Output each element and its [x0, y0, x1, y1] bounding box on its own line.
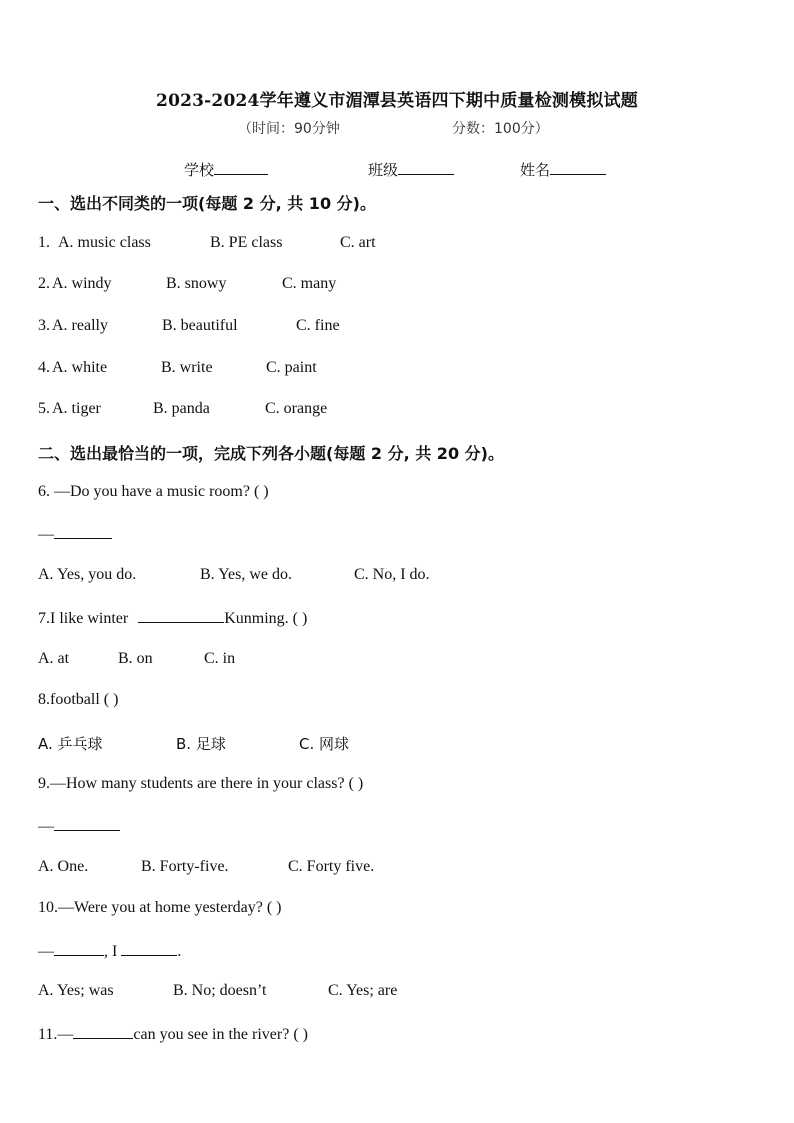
q1-option-c[interactable]: C. art [340, 234, 376, 251]
q8-option-a[interactable]: A. 乒乓球 [38, 735, 103, 753]
q3-option-c[interactable]: C. fine [296, 317, 340, 334]
exam-score: 分数：100分） [452, 121, 549, 137]
q9-reply [38, 816, 120, 836]
q8-option-c[interactable]: C. 网球 [299, 735, 350, 753]
section-2-heading: 二、选出最恰当的一项，完成下列各小题(每题 2 分, 共 20 分)。 [38, 444, 504, 463]
q8-stem: 8.football ( ) [38, 691, 119, 708]
q11-answer-blank[interactable] [73, 1024, 133, 1039]
q4-number: 4. [38, 359, 50, 376]
school-label: 学校 [184, 161, 215, 179]
q9-option-a[interactable]: A. One. [38, 858, 89, 875]
q10-option-a[interactable]: A. Yes; was [38, 982, 114, 999]
q8-option-b[interactable]: B. 足球 [176, 735, 226, 753]
q5-option-b[interactable]: B. panda [153, 400, 210, 417]
q3-number: 3. [38, 317, 50, 334]
q7-stem [38, 608, 307, 628]
q7-option-a[interactable]: A. at [38, 650, 70, 667]
q6-reply [38, 524, 112, 544]
q7-option-c[interactable]: C. in [204, 650, 236, 667]
q9-option-b[interactable]: B. Forty-five. [141, 858, 229, 875]
q11-stem-start: 11.— [38, 1026, 74, 1043]
q1-option-b[interactable]: B. PE class [210, 234, 283, 251]
q11-stem-end: can you see in the river? ( ) [133, 1026, 308, 1043]
q6-stem: 6. —Do you have a music room? ( ) [38, 483, 269, 500]
q3-option-b[interactable]: B. beautiful [162, 317, 238, 334]
q6-answer-blank[interactable] [54, 524, 112, 539]
q11-stem [38, 1024, 308, 1044]
q7-option-b[interactable]: B. on [118, 650, 153, 667]
exam-time: （时间：90分钟 [238, 121, 340, 137]
q7-stem-end: Kunming. ( ) [224, 610, 308, 627]
q9-stem: 9.—How many students are there in your class? ( ) [38, 775, 364, 792]
name-label: 姓名 [520, 161, 551, 179]
q5-option-a[interactable]: A. tiger [52, 400, 101, 417]
q6-option-a[interactable]: A. Yes, you do. [38, 566, 137, 583]
q2-option-a[interactable]: A. windy [52, 275, 112, 292]
q9-option-c[interactable]: C. Forty five. [288, 858, 375, 875]
q4-option-b[interactable]: B. write [161, 359, 213, 376]
page-title: 2023-2024学年遵义市湄潭县英语四下期中质量检测模拟试题 [156, 91, 638, 111]
q3-option-a[interactable]: A. really [52, 317, 108, 334]
q1-number: 1. [38, 234, 50, 251]
q10-reply-dash: — [38, 943, 54, 960]
q2-number: 2. [38, 275, 50, 292]
q10-reply [38, 941, 181, 961]
q7-stem-start: 7.I like winter [38, 610, 133, 627]
q10-reply-end: . [177, 943, 182, 960]
q6-option-b[interactable]: B. Yes, we do. [200, 566, 293, 583]
q9-reply-dash: — [38, 818, 54, 835]
q4-option-a[interactable]: A. white [52, 359, 108, 376]
school-blank[interactable] [214, 160, 268, 175]
class-label: 班级 [368, 161, 399, 179]
school-field [184, 159, 268, 180]
q10-option-c[interactable]: C. Yes; are [328, 982, 398, 999]
q10-answer-blank-1[interactable] [54, 941, 104, 956]
class-blank[interactable] [398, 160, 454, 175]
q2-option-b[interactable]: B. snowy [166, 275, 227, 292]
name-field [520, 159, 606, 180]
q1-option-a[interactable]: A. music class [58, 234, 151, 251]
q5-option-c[interactable]: C. orange [265, 400, 328, 417]
q10-stem: 10.—Were you at home yesterday? ( ) [38, 899, 282, 916]
q6-reply-dash: — [38, 526, 54, 543]
q10-reply-middle: , I [104, 943, 122, 960]
q7-answer-blank[interactable] [138, 608, 224, 623]
q5-number: 5. [38, 400, 50, 417]
q4-option-c[interactable]: C. paint [266, 359, 317, 376]
class-field [368, 159, 454, 180]
q10-answer-blank-2[interactable] [121, 941, 177, 956]
section-1-heading: 一、选出不同类的一项(每题 2 分, 共 10 分)。 [38, 194, 376, 213]
q10-option-b[interactable]: B. No; doesn’t [173, 982, 267, 999]
q2-option-c[interactable]: C. many [282, 275, 337, 292]
name-blank[interactable] [550, 160, 606, 175]
q6-option-c[interactable]: C. No, I do. [354, 566, 430, 583]
q9-answer-blank[interactable] [54, 816, 120, 831]
